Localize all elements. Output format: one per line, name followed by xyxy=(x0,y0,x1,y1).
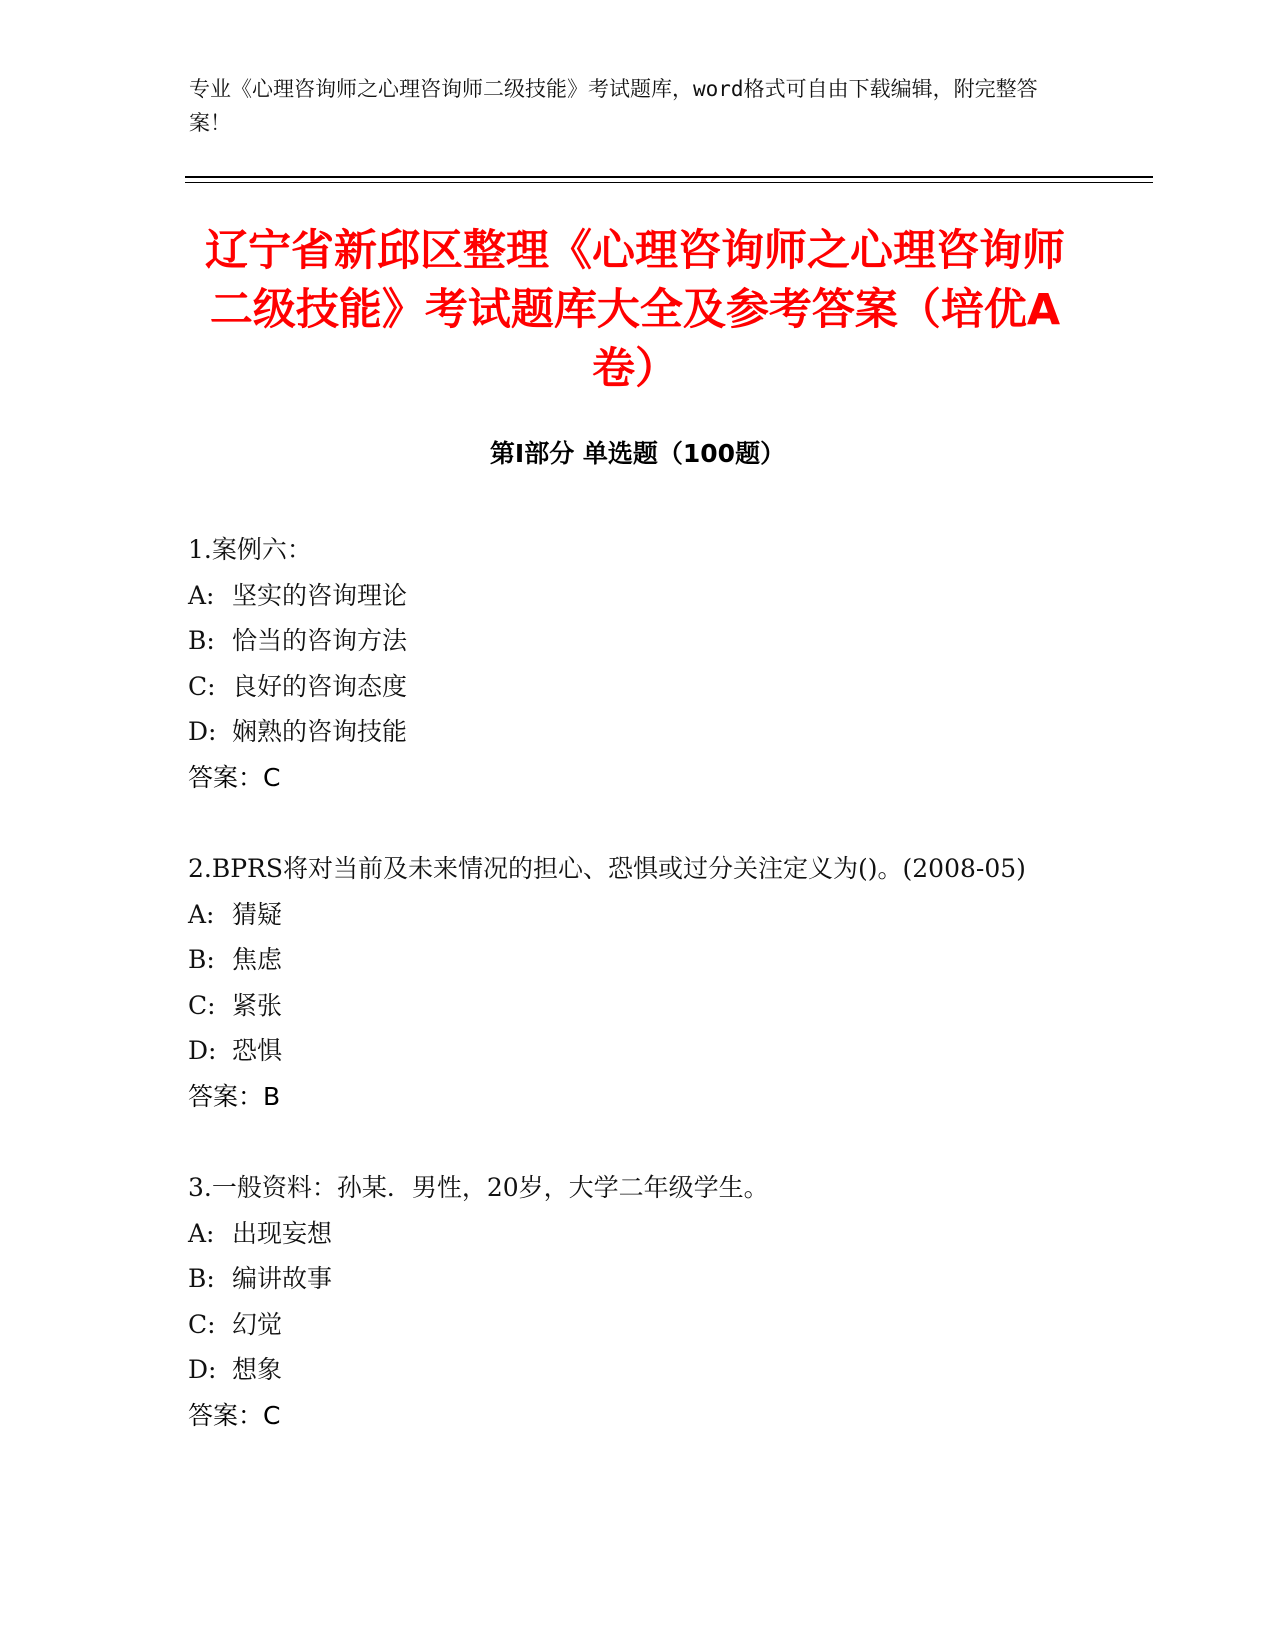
option-letter: C: xyxy=(188,990,216,1020)
option-c xyxy=(188,664,1088,710)
header-note: 专业《心理咨询师之心理咨询师二级技能》考试题库，word格式可自由下载编辑，附完整答案！ xyxy=(189,77,1038,135)
option-letter: C: xyxy=(188,1309,216,1339)
option-text: 坚实的咨询理论 xyxy=(232,580,408,610)
option-text: 焦虑 xyxy=(232,945,283,974)
answer-line: 答案：C xyxy=(188,1400,281,1430)
option-text: 幻觉 xyxy=(232,1309,283,1339)
option-text: 编讲故事 xyxy=(232,1264,333,1293)
section-heading: 第Ⅰ部分 单选题（100题） xyxy=(489,439,786,468)
option-letter: B: xyxy=(188,945,215,974)
answer-line: 答案：C xyxy=(188,762,281,792)
answer-line: 答案：B xyxy=(188,1081,281,1111)
question-stem: 3.一般资料：孙某．男性，20岁，大学二年级学生。 xyxy=(188,1173,769,1202)
question-list xyxy=(188,527,1088,1484)
option-b xyxy=(188,937,1088,983)
question-3 xyxy=(188,1165,1088,1438)
option-text: 想象 xyxy=(232,1355,283,1384)
option-text: 良好的咨询态度 xyxy=(232,671,408,701)
option-text: 出现妄想 xyxy=(232,1218,333,1248)
question-2 xyxy=(188,846,1088,1119)
option-letter: B: xyxy=(188,626,215,655)
question-stem: 2.BPRS将对当前及未来情况的担心、恐惧或过分关注定义为()。(2008-05) xyxy=(188,854,1026,883)
option-letter: A: xyxy=(188,899,215,929)
option-d xyxy=(188,1028,1088,1074)
option-text: 恰当的咨询方法 xyxy=(232,626,408,655)
option-d xyxy=(188,1347,1088,1393)
option-letter: C: xyxy=(188,671,216,701)
question-stem: 1.案例六： xyxy=(188,535,312,564)
option-letter: D: xyxy=(188,1036,217,1065)
option-a xyxy=(188,573,1088,619)
header-divider-thin xyxy=(185,182,1153,183)
option-letter: D: xyxy=(188,717,217,746)
option-letter: A: xyxy=(188,580,215,610)
option-text: 紧张 xyxy=(232,990,283,1020)
question-1 xyxy=(188,527,1088,800)
option-b xyxy=(188,618,1088,664)
option-text: 猜疑 xyxy=(232,899,283,929)
option-a xyxy=(188,1211,1088,1257)
option-letter: A: xyxy=(188,1218,215,1248)
option-a xyxy=(188,892,1088,938)
option-text: 娴熟的咨询技能 xyxy=(232,717,408,746)
option-letter: D: xyxy=(188,1355,217,1384)
option-d xyxy=(188,709,1088,755)
option-c xyxy=(188,983,1088,1029)
option-letter: B: xyxy=(188,1264,215,1293)
option-text: 恐惧 xyxy=(232,1036,283,1065)
header-divider xyxy=(185,176,1153,178)
option-b xyxy=(188,1256,1088,1302)
option-c xyxy=(188,1302,1088,1348)
document-title: 辽宁省新邱区整理《心理咨询师之心理咨询师二级技能》考试题库大全及参考答案（培优A卷） xyxy=(205,226,1065,394)
